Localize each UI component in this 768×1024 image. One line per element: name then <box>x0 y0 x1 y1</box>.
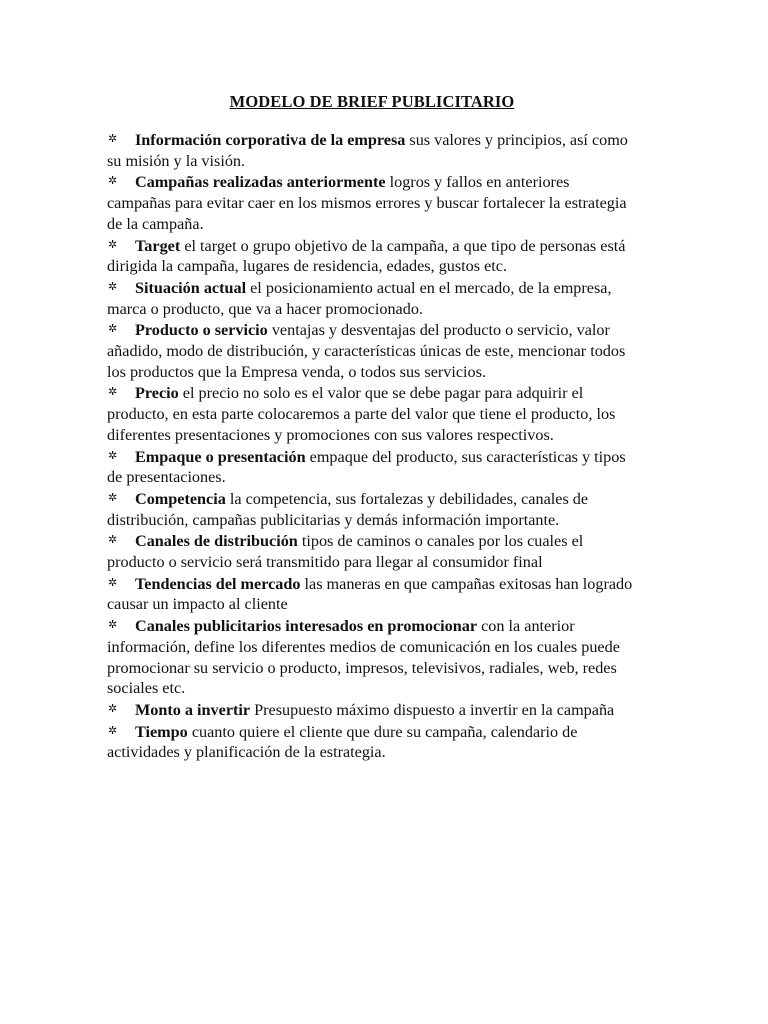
bullet-icon: ✲ <box>108 702 118 715</box>
bullet-icon: ✲ <box>108 175 118 188</box>
item-text: sus valores y principios, así como su misión y la visión. <box>107 131 628 170</box>
item-text: Presupuesto máximo dispuesto a invertir en la campaña <box>250 700 615 719</box>
item-term: Situación actual <box>135 278 247 297</box>
bullet-icon: ✲ <box>108 449 118 462</box>
list-item <box>107 277 637 319</box>
item-text: el posicionamiento actual en el mercado, de la empresa, marca o producto, que va a hacer promocionado. <box>107 278 612 318</box>
item-text: logros y fallos en anteriores campañas para evitar caer en los mismos errores y buscar fortalecer la estrategia de la campaña. <box>107 173 627 233</box>
list-item <box>107 699 637 721</box>
item-term: Canales de distribución <box>135 532 298 551</box>
list-item <box>107 235 637 277</box>
list-item <box>107 319 637 382</box>
bullet-icon: ✲ <box>108 323 118 336</box>
item-term: Competencia <box>135 489 226 508</box>
list-item <box>107 615 637 699</box>
bullet-icon: ✲ <box>108 280 118 293</box>
bullet-icon: ✲ <box>108 386 118 399</box>
item-term: Target <box>135 236 181 255</box>
item-term: Canales publicitarios interesados en promocionar <box>135 617 478 636</box>
bullet-icon: ✲ <box>108 133 118 145</box>
document-title: MODELO DE BRIEF PUBLICITARIO <box>229 92 515 111</box>
item-term: Empaque o presentación <box>135 447 306 466</box>
item-text: las maneras en que campañas exitosas han logrado causar un impacto al cliente <box>107 574 633 614</box>
item-text: ventajas y desventajas del producto o servicio, valor añadido, modo de distribución, y características únicas de este, mencionar todos los productos que la Empresa venda, o todos sus servicios. <box>107 321 626 381</box>
bullet-icon: ✲ <box>108 238 118 251</box>
list-item <box>107 129 637 171</box>
bullet-icon: ✲ <box>108 576 118 589</box>
item-term: Información corporativa de la empresa <box>135 131 406 149</box>
list-item <box>107 171 637 234</box>
bullet-icon: ✲ <box>108 724 118 737</box>
item-term: Monto a invertir <box>135 700 251 719</box>
item-text: el target o grupo objetivo de la campaña, a que tipo de personas está dirigida la campaña, lugares de residencia, edades, gustos etc. <box>107 236 626 276</box>
bullet-icon: ✲ <box>108 619 118 632</box>
item-text: la competencia, sus fortalezas y debilidades, canales de distribución, campañas publicitarias y demás información importante. <box>107 489 589 529</box>
item-term: Tendencias del mercado <box>135 574 301 593</box>
item-term: Producto o servicio <box>135 321 268 340</box>
item-term: Precio <box>135 384 179 403</box>
list-item <box>107 573 637 615</box>
list-item <box>107 488 637 530</box>
item-term: Campañas realizadas anteriormente <box>135 173 386 192</box>
item-text: con la anterior información, define los diferentes medios de comunicación en los cuales puede promocionar su servicio o producto, impresos, televisivos, radiales, web, redes sociales etc. <box>107 617 620 698</box>
list-item <box>107 721 637 763</box>
list-item <box>107 382 637 445</box>
item-text: el precio no solo es el valor que se debe pagar para adquirir el producto, en esta parte colocaremos a parte del valor que tiene el producto, los diferentes presentaciones y promociones con sus valores respectivos. <box>107 384 616 444</box>
item-text: tipos de caminos o canales por los cuales el producto o servicio será transmitido para llegar al consumidor final <box>107 532 584 572</box>
item-term: Tiempo <box>135 722 188 741</box>
item-text: empaque del producto, sus características y tipos de presentaciones. <box>107 447 626 487</box>
list-item <box>107 530 637 572</box>
bullet-icon: ✲ <box>108 491 118 504</box>
list-item <box>107 446 637 488</box>
item-text: cuanto quiere el cliente que dure su campaña, calendario de actividades y planificación de la estrategia. <box>107 722 578 762</box>
document-page <box>107 92 637 763</box>
bullet-icon: ✲ <box>108 534 118 547</box>
brief-items-list <box>107 129 637 763</box>
